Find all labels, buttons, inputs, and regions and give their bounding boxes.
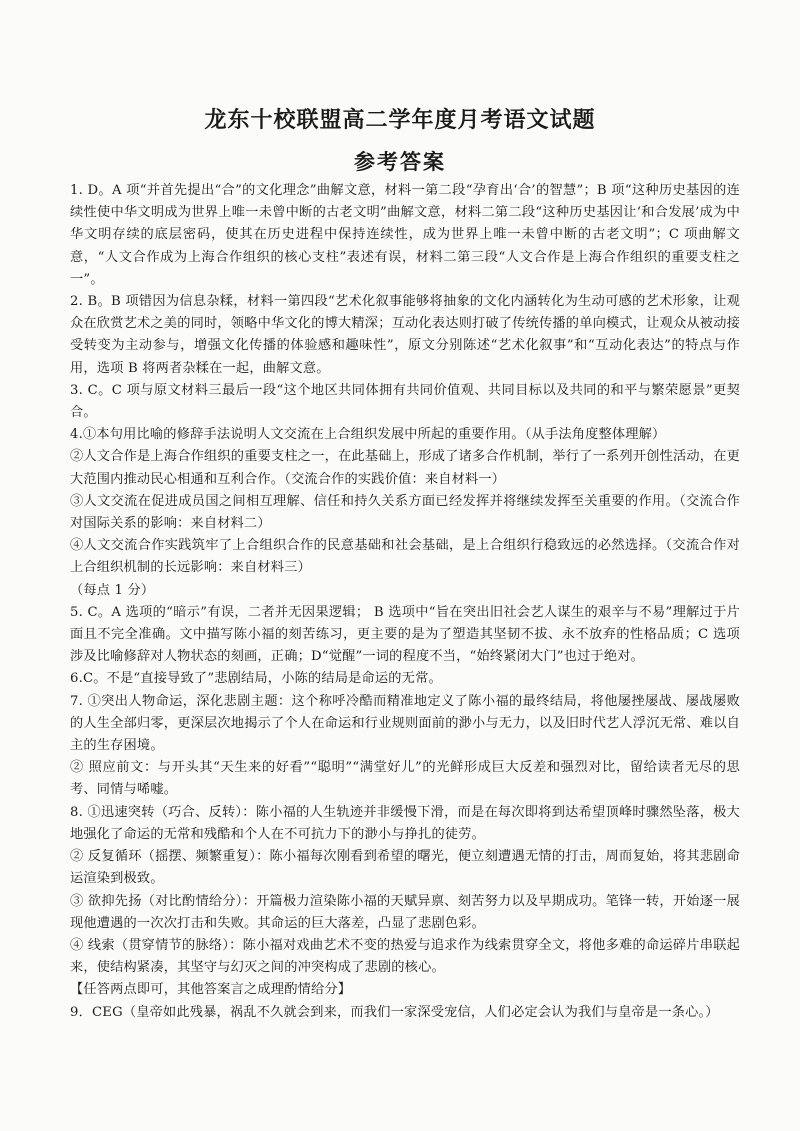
answer-paragraph-q8-point2: ② 反复循环（摇摆、频繁重复）：陈小福每次刚看到希望的曙光，便立刻遭遇无情的打击，周而复始，将其悲剧命运渲染到极致。	[70, 849, 740, 887]
answer-body	[70, 180, 740, 1024]
answer-paragraph-q9: 9．CEG（皇帝如此残暴，祸乱不久就会到来，而我们一家深受宠信，人们必定会认为我们与皇帝是一条心。）	[70, 1004, 719, 1020]
answer-paragraph-q6: 6.C。不是“直接导致了”悲剧结局，小陈的结局是命运的无常。	[70, 671, 442, 687]
answer-paragraph-q8-note: 【任答两点即可，其他答案言之成理酌情给分】	[70, 982, 352, 998]
document-subtitle: 参考答案	[354, 150, 446, 174]
answer-paragraph-q7-point1: 7. ①突出人物命运，深化悲剧主题：这个称呼冷酷而精准地定义了陈小福的最终结局，将他屡挫屡战、屡战屡败的人生全部归零，更深层次地揭示了个人在命运和行业规则面前的渺小与无力，以及旧时代艺人浮沉无常、难以自主的生存困境。	[70, 693, 740, 754]
answer-paragraph-q8-point3: ③ 欲抑先扬（对比酌情给分）：开篇极力渲染陈小福的天赋异禀、刻苦努力以及早期成功。笔锋一转，开始逐一展现他遭遇的一次次打击和失败。其命运的巨大落差，凸显了悲剧色彩。	[70, 893, 740, 931]
answer-paragraph-q8-point1: 8. ①迅速突转（巧合、反转）：陈小福的人生轨迹并非缓慢下滑，而是在每次即将到达希望顶峰时骤然坠落，极大地强化了命运的无常和残酷和个人在不可抗力下的渺小与挣扎的徒劳。	[70, 804, 740, 842]
answer-paragraph-q8-point4: ④ 线索（贯穿情节的脉络）：陈小福对戏曲艺术不变的热爱与追求作为线索贯穿全文，将他多难的命运碎片串联起来，使结构紧凑，其坚守与幻灭之间的冲突构成了悲剧的核心。	[70, 937, 740, 976]
answer-paragraph-q5: 5. C。A 选项的“暗示”有误，二者并无因果逻辑； B 选项中“旨在突出旧社会艺人谋生的艰辛与不易”理解过于片面且不完全准确。文中描写陈小福的刻苦练习，更主要的是为了塑造其坚韧不拔、永不放弃的性格品质；C 选项涉及比喻修辞对人物状态的刻画，正确；D“觉醒”一词的程度不当，“始终紧闭大门”也过于绝对。	[70, 604, 740, 665]
answer-paragraph-q7-point2: ② 照应前文：与开头其“天生来的好看”“聪明”“满堂好儿”的光鲜形成巨大反差和强烈对比，留给读者无尽的思考、同情与唏嘘。	[70, 760, 740, 798]
document-title: 龙东十校联盟高二学年度月考语文试题	[204, 108, 596, 133]
answer-paragraph-q4-point2: ②人文合作是上海合作组织的重要支柱之一，在此基础上，形成了诸多合作机制，举行了一系列开创性活动，在更大范围内推动民心相通和互利合作。（交流合作的实践价值：来自材料一）	[70, 449, 740, 487]
answer-paragraph-q4-point1: 4.①本句用比喻的修辞手法说明人文交流在上合组织发展中所起的重要作用。（从手法角度整体理解）	[70, 427, 666, 443]
answer-paragraph-q4-point3: ③人文交流在促进成员国之间相互理解、信任和持久关系方面已经发挥并将继续发挥至关重要的作用。（交流合作对国际关系的影响：来自材料二）	[70, 493, 740, 532]
answer-paragraph-q4-point4: ④人文交流合作实践筑牢了上合组织合作的民意基础和社会基础，是上合组织行稳致远的必然选择。（交流合作对上合组织机制的长远影响：来自材料三）	[70, 538, 740, 576]
answer-paragraph-q2: 2. B。B 项错因为信息杂糅，材料一第四段“艺术化叙事能够将抽象的文化内涵转化为生动可感的艺术形象，让观众在欣赏艺术之美的同时，领略中华文化的博大精深；互动化表达则打破了传统传播的单向模式，让观众从被动接受转变为主动参与，增强文化传播的体验感和趣味性”，原文分别陈述“艺术化叙事”和“互动化表达”的特点与作用，选项 B 将两者杂糅在一起，曲解文意。	[70, 294, 740, 376]
answer-paragraph-q3: 3. C。C 项与原文材料三最后一段“这个地区共同体拥有共同价值观、共同目标以及共同的和平与繁荣愿景”更契合。	[70, 382, 740, 421]
answer-paragraph-q1: 1. D。A 项“并首先提出“合”的文化理念”曲解文意，材料一第二段“孕育出‘合’的智慧”；B 项“这种历史基因的连续性使中华文明成为世界上唯一未曾中断的古老文明”曲解文意，材料二第二段“这种历史基因让‘和合发展’成为中华文明存续的底层密码，使其在历史进程中保持连续性，成为世界上唯一未曾中断的古老文明”；C 项曲解文意，“人文合作成为上海合作组织的核心支柱”表述有误，材料二第三段“人文合作是上海合作组织的重要支柱之一”。	[70, 183, 740, 287]
answer-paragraph-q4-score: （每点 1 分）	[70, 582, 155, 598]
